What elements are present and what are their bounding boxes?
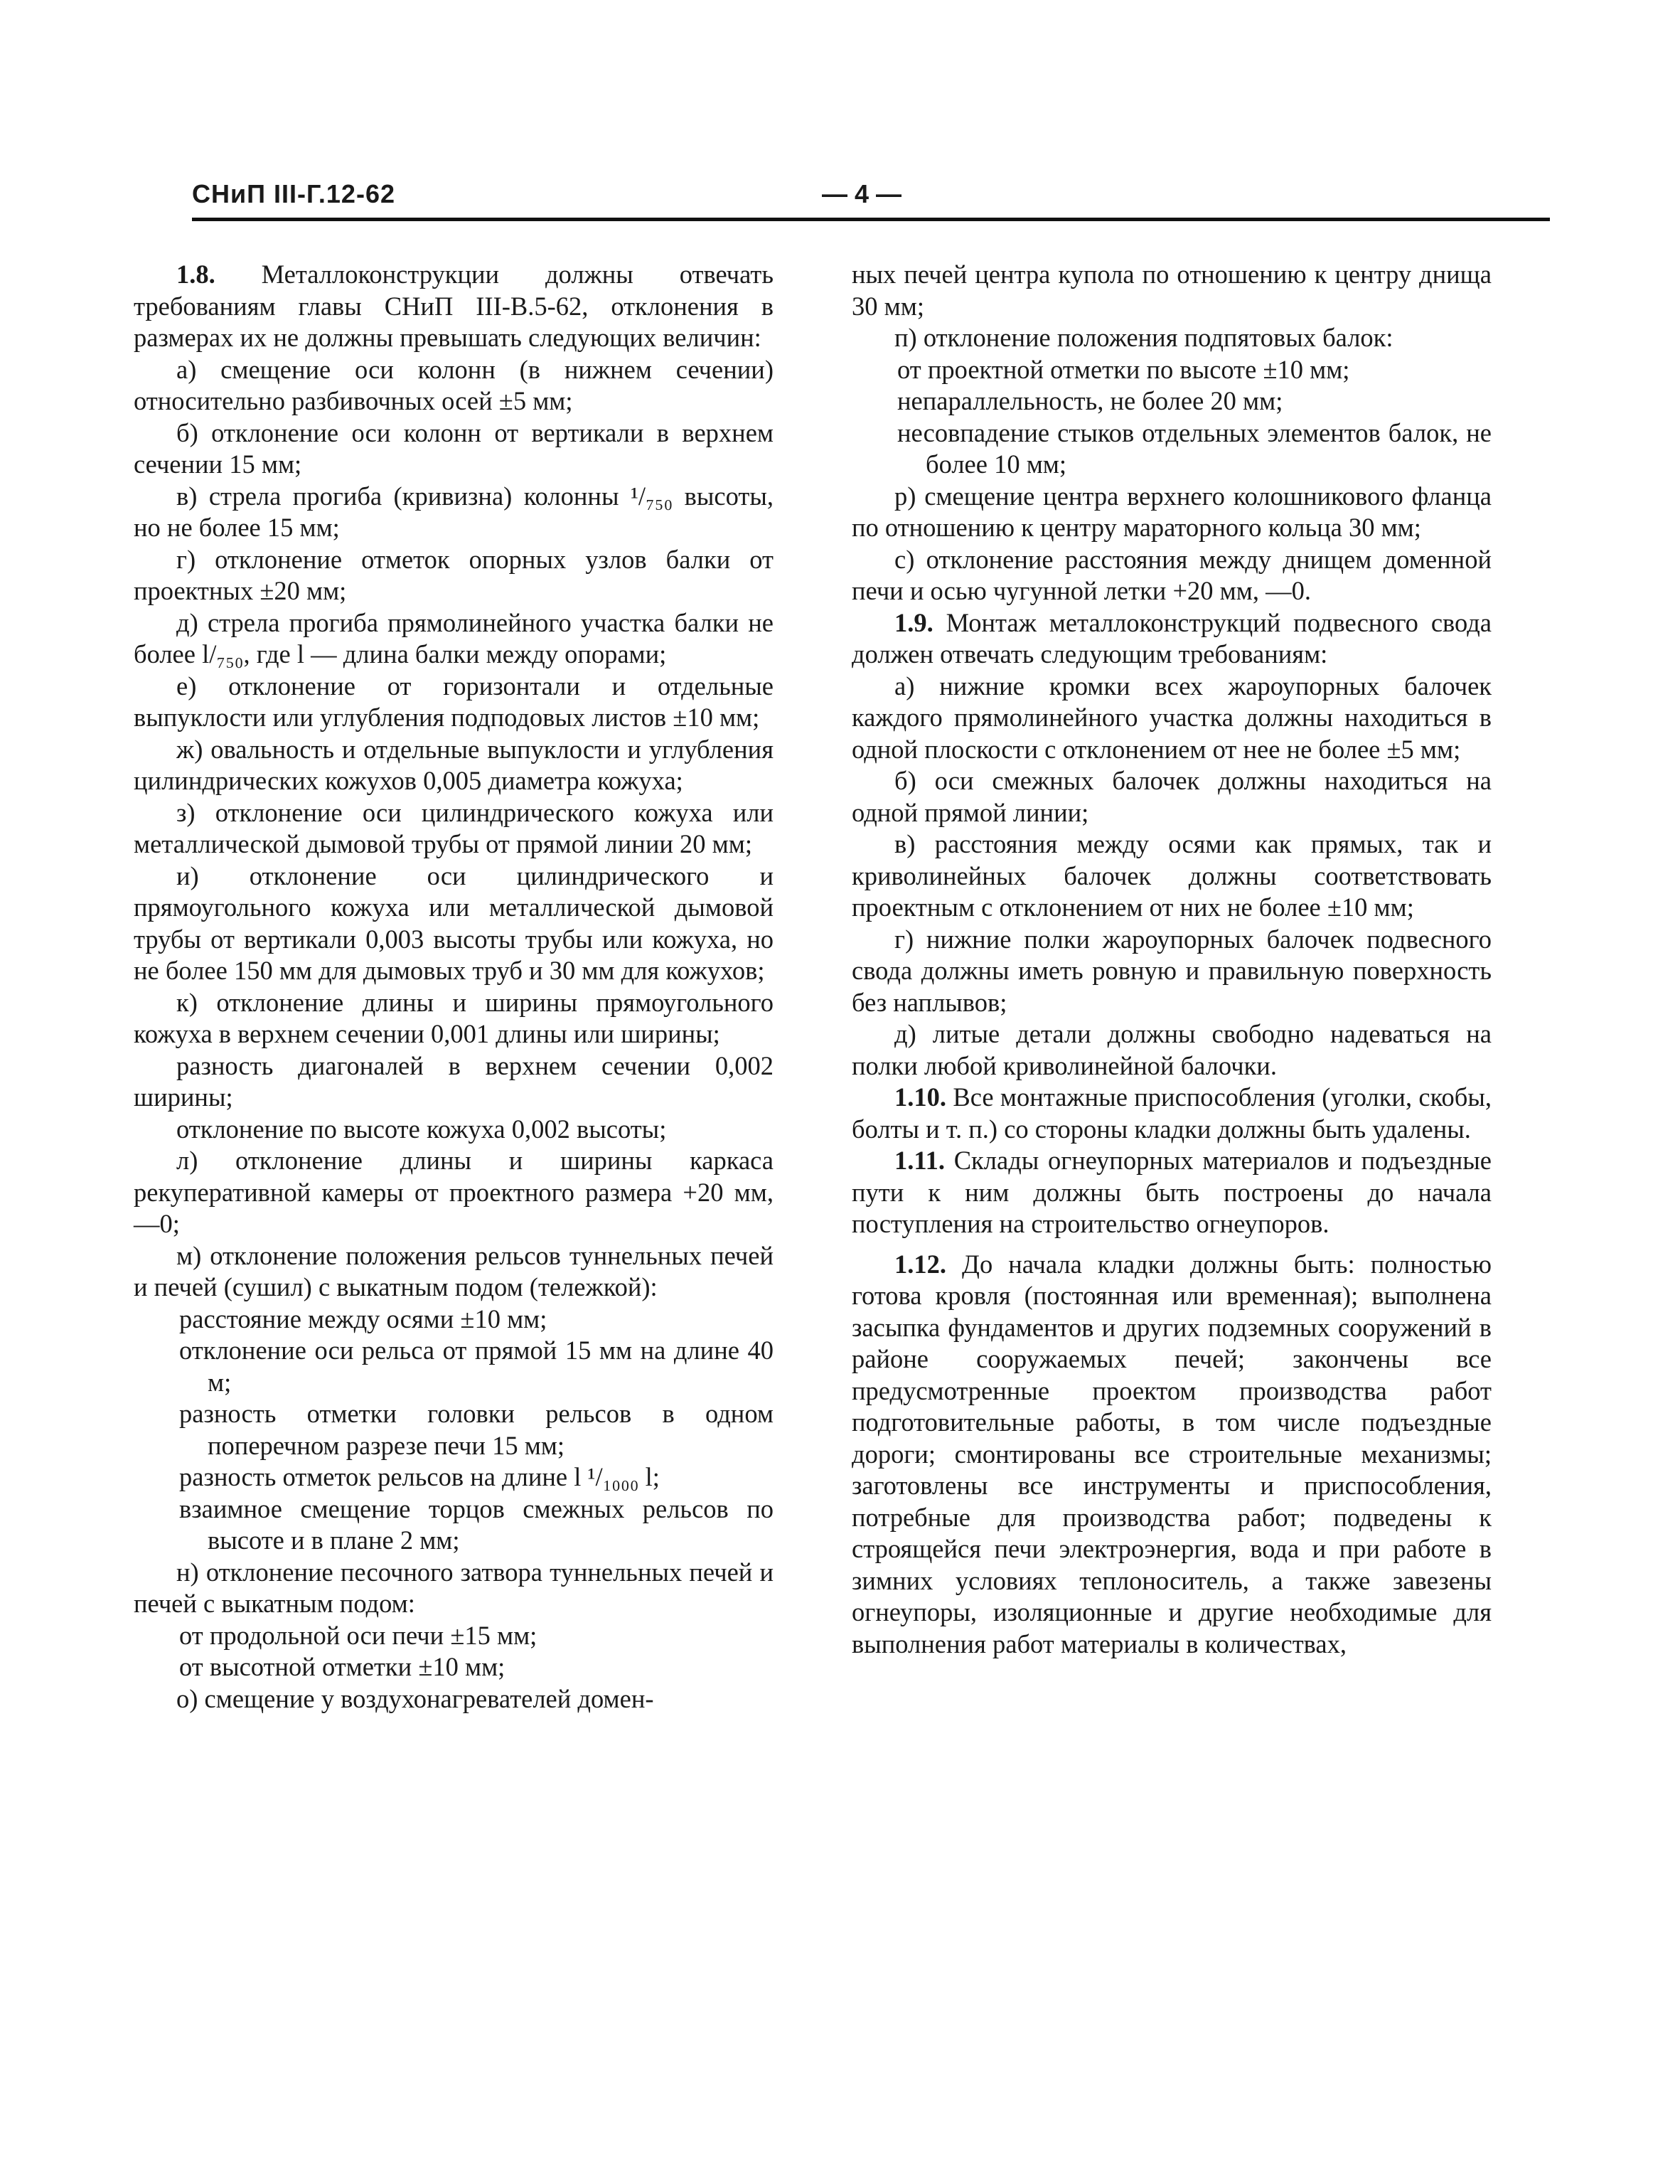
paragraph-text: Все монтажные приспособления (уголки, скобы, болты и т. п.) со стороны кладки должны быть удалены. bbox=[852, 1082, 1492, 1144]
paragraph-text: ных печей центра купола по отношению к центру днища 30 мм; bbox=[852, 260, 1492, 321]
paragraph-text: взаимное смещение торцов смежных рельсов по высоте и в плане 2 мм; bbox=[179, 1493, 774, 1555]
section-number: 1.9. bbox=[894, 607, 933, 637]
paragraph bbox=[852, 259, 1492, 322]
paragraph bbox=[134, 1461, 774, 1493]
paragraph-text: от продольной оси печи ±15 мм; bbox=[179, 1620, 537, 1650]
paragraph-text: е) отклонение от горизонтали и отдельные выпуклости или углубления подподовых листов ±10 мм; bbox=[134, 671, 774, 732]
paragraph bbox=[852, 924, 1492, 1019]
paragraph bbox=[852, 385, 1492, 417]
paragraph-text: от высотной отметки ±10 мм; bbox=[179, 1652, 505, 1681]
paragraph-text: д) литые детали должны свободно надеваться на полки любой криволинейной балочки. bbox=[852, 1019, 1492, 1080]
paragraph-text: в) стрела прогиба (кривизна) колонны ¹/₇₅₀ высоты, но не более 15 мм; bbox=[134, 481, 774, 542]
paragraph bbox=[134, 1114, 774, 1146]
document-code: СНиП III-Г.12-62 bbox=[192, 179, 395, 208]
paragraph-text: непараллельность, не более 20 мм; bbox=[897, 386, 1283, 415]
paragraph bbox=[134, 1620, 774, 1652]
page-header bbox=[192, 179, 1550, 216]
paragraph bbox=[852, 354, 1492, 386]
page-number: — 4 — bbox=[821, 179, 902, 208]
paragraph bbox=[852, 1018, 1492, 1082]
paragraph-text: Монтаж металлоконструкций подвесного свода должен отвечать следующим требованиям: bbox=[852, 607, 1492, 668]
paragraph-text: с) отклонение расстояния между днищем доменной печи и осью чугунной летки +20 мм, —0. bbox=[852, 544, 1492, 605]
section-number: 1.8. bbox=[176, 260, 215, 289]
paragraph-text: от проектной отметки по высоте ±10 мм; bbox=[897, 354, 1350, 384]
paragraph bbox=[134, 417, 774, 481]
right-column bbox=[852, 259, 1492, 1660]
paragraph bbox=[134, 544, 774, 607]
paragraph-text: г) нижние полки жароупорных балочек подвесного свода должны иметь ровную и правильную поверхность без наплывов; bbox=[852, 924, 1492, 1017]
paragraph-text: б) отклонение оси колонн от вертикали в верхнем сечении 15 мм; bbox=[134, 417, 774, 479]
paragraph-text: в) расстояния между осями как прямых, так и криволинейных балочек должны соответствовать проектным с отклонением от них не более ±10 мм; bbox=[852, 829, 1492, 922]
paragraph bbox=[134, 1683, 774, 1715]
paragraph-text: Металлоконструкции должны отвечать требованиям главы СНиП III-В.5-62, отклонения в размерах их не должны превышать следующих величин: bbox=[134, 260, 774, 352]
paragraph bbox=[134, 1651, 774, 1683]
paragraph-text: расстояние между осями ±10 мм; bbox=[179, 1304, 547, 1333]
paragraph bbox=[852, 1145, 1492, 1240]
paragraph bbox=[134, 1050, 774, 1114]
paragraph bbox=[134, 797, 774, 861]
paragraph bbox=[134, 1145, 774, 1240]
paragraph-text: д) стрела прогиба прямолинейного участка балки не более l/₇₅₀, где l — длина балки между опорами; bbox=[134, 607, 774, 668]
paragraph-text: ж) овальность и отдельные выпуклости и углубления цилиндрических кожухов 0,005 диаметра кожуха; bbox=[134, 734, 774, 795]
paragraph-text: р) смещение центра верхнего колошникового фланца по отношению к центру мараторного кольца 30 мм; bbox=[852, 481, 1492, 542]
paragraph-text: б) оси смежных балочек должны находиться на одной прямой линии; bbox=[852, 766, 1492, 827]
paragraph bbox=[134, 1240, 774, 1304]
paragraph bbox=[852, 481, 1492, 544]
paragraph-text: о) смещение у воздухонагревателей домен- bbox=[176, 1683, 654, 1713]
paragraph bbox=[134, 1398, 774, 1461]
paragraph bbox=[134, 481, 774, 544]
paragraph-text: отклонение оси рельса от прямой 15 мм на длине 40 м; bbox=[179, 1336, 774, 1397]
paragraph-text: а) смещение оси колонн (в нижнем сечении) относительно разбивочных осей ±5 мм; bbox=[134, 354, 774, 415]
paragraph bbox=[134, 1304, 774, 1336]
paragraph bbox=[852, 1249, 1492, 1661]
paragraph-text: До начала кладки должны быть: полностью готова кровля (постоянная или временная); выполнена засыпка фундаментов и других подземных сооружений в районе сооружаемых печей; закончены все предусмотренные проектом производства работ подготовительные работы, в том числе подъездные дороги; смонтированы все строительные механизмы; заготовлены все инструменты и приспособления, потребные для производства работ; подведены к строящейся печи электроэнергия, вода и при работе в зимних условиях теплоноситель, а также завезены огнеупоры, изоляционные и другие необходимые для выполнения работ материалы в количествах, bbox=[852, 1249, 1492, 1658]
paragraph bbox=[134, 259, 774, 354]
paragraph bbox=[134, 1493, 774, 1557]
paragraph-text: п) отклонение положения подпятовых балок: bbox=[894, 323, 1393, 352]
paragraph-text: разность отметки головки рельсов в одном поперечном разрезе печи 15 мм; bbox=[179, 1399, 774, 1460]
paragraph-text: г) отклонение отметок опорных узлов балки от проектных ±20 мм; bbox=[134, 544, 774, 605]
paragraph bbox=[134, 1557, 774, 1620]
paragraph bbox=[852, 829, 1492, 924]
section-number: 1.12. bbox=[894, 1249, 946, 1279]
paragraph-text: отклонение по высоте кожуха 0,002 высоты; bbox=[176, 1114, 667, 1144]
paragraph bbox=[852, 765, 1492, 829]
section-number: 1.10. bbox=[894, 1082, 946, 1112]
paragraph-text: разность отметок рельсов на длине l ¹/₁₀₀₀ l; bbox=[179, 1462, 660, 1491]
paragraph-text: несовпадение стыков отдельных элементов балок, не более 10 мм; bbox=[897, 417, 1492, 479]
paragraph bbox=[852, 417, 1492, 481]
paragraph bbox=[852, 607, 1492, 671]
paragraph-text: разность диагоналей в верхнем сечении 0,002 ширины; bbox=[134, 1050, 774, 1112]
paragraph bbox=[134, 734, 774, 797]
paragraph bbox=[134, 861, 774, 987]
paragraph bbox=[134, 1335, 774, 1398]
paragraph bbox=[852, 671, 1492, 766]
paragraph-text: к) отклонение длины и ширины прямоугольного кожуха в верхнем сечении 0,001 длины или ширины; bbox=[134, 987, 774, 1048]
paragraph-text: н) отклонение песочного затвора туннельных печей и печей с выкатным подом: bbox=[134, 1557, 774, 1618]
paragraph bbox=[134, 671, 774, 734]
paragraph-text: и) отклонение оси цилиндрического и прямоугольного кожуха или металлической дымовой трубы от вертикали 0,003 высоты трубы или кожуха, но не более 150 мм для дымовых труб и 30 мм для кожухов; bbox=[134, 861, 774, 985]
paragraph-text: л) отклонение длины и ширины каркаса рекуперативной камеры от проектного размера +20 мм, —0; bbox=[134, 1146, 774, 1238]
section-number: 1.11. bbox=[894, 1146, 945, 1175]
paragraph bbox=[134, 354, 774, 417]
left-column bbox=[134, 259, 774, 1715]
paragraph-text: Склады огнеупорных материалов и подъездные пути к ним должны быть построены до начала поступления на строительство огнеупоров. bbox=[852, 1146, 1492, 1238]
paragraph bbox=[134, 987, 774, 1050]
paragraph bbox=[852, 1082, 1492, 1145]
paragraph bbox=[134, 607, 774, 671]
paragraph bbox=[852, 544, 1492, 607]
paragraph-text: а) нижние кромки всех жароупорных балочек каждого прямолинейного участка должны находиться в одной плоскости с отклонением от нее не более ±5 мм; bbox=[852, 671, 1492, 764]
paragraph bbox=[852, 322, 1492, 354]
paragraph-text: з) отклонение оси цилиндрического кожуха или металлической дымовой трубы от прямой линии 20 мм; bbox=[134, 797, 774, 858]
header-rule bbox=[192, 218, 1550, 221]
paragraph-text: м) отклонение положения рельсов туннельных печей и печей (сушил) с выкатным подом (тележкой): bbox=[134, 1240, 774, 1301]
